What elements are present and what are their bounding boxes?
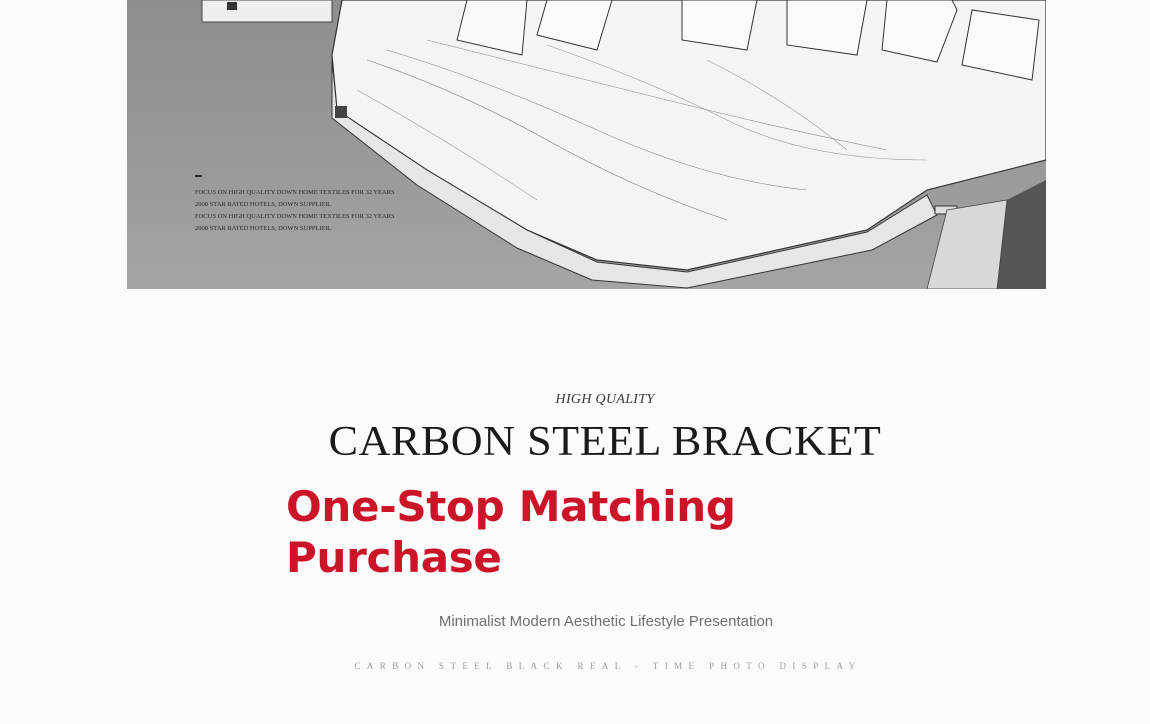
section-eyebrow: HIGH QUALITY <box>555 392 655 407</box>
section-title-line1: One-Stop Matching <box>286 482 736 531</box>
sofa-illustration <box>127 0 1046 289</box>
hero-note-line: FOCUS ON HIGH QUALITY DOWN HOME TEXTILES FOR 32 YEARS <box>195 213 395 220</box>
hero-note-line: 2008 STAR RATED HOTELS, DOWN SUPPLIER. <box>195 201 332 208</box>
hero-note-line: FOCUS ON HIGH QUALITY DOWN HOME TEXTILES FOR 32 YEARS <box>195 189 395 196</box>
section-subtitle: Minimalist Modern Aesthetic Lifestyle Presentation <box>438 613 774 630</box>
sofa-sketch-image <box>127 0 1046 289</box>
section-title <box>286 481 806 583</box>
section-headline: CARBON STEEL BRACKET <box>328 419 882 465</box>
hero-note <box>195 175 415 235</box>
section-title-line2: Purchase <box>286 533 502 582</box>
hero-note-dash <box>195 175 202 177</box>
section-caption: CARBON STEEL BLACK REAL - TIME PHOTO DISPLAY <box>354 661 862 671</box>
hero-note-line: 2008 STAR RATED HOTELS, DOWN SUPPLIER. <box>195 225 332 232</box>
